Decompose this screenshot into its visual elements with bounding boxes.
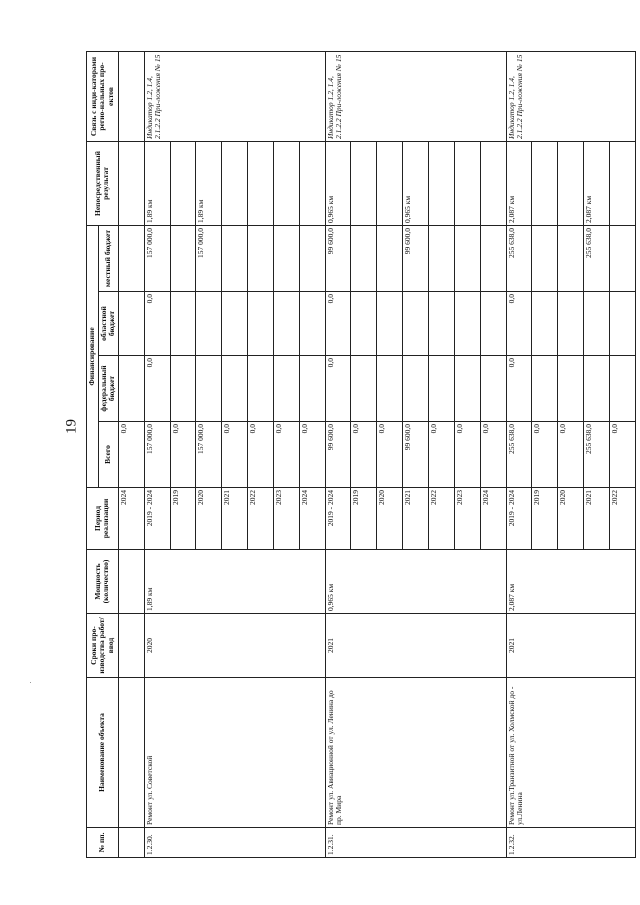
header-federal: федеральный бюджет [98,356,118,422]
cell-result: 0,965 км [325,142,351,226]
cell-result [480,142,506,226]
cell-federal: 0,0 [325,356,351,422]
cell-federal [584,356,610,422]
object-date: 2021 [325,614,506,678]
cell-regional [558,292,584,356]
object-num: 1.2.30. [144,828,325,858]
cell-result [273,142,299,226]
cell-federal [532,356,558,422]
header-dates: Сроки про-изводства работ/ ввод [87,614,119,678]
cell-regional: 0,0 [325,292,351,356]
header-num: № пп. [87,828,119,858]
object-date: 2020 [144,614,325,678]
cell-local: 99 600,0 [403,226,429,292]
cell-period: 2023 [454,488,480,550]
cell-federal [196,356,222,422]
carryover-row [118,52,144,858]
cell-regional [170,292,196,356]
cell-result: 0,965 км [403,142,429,226]
cell-period: 2024 [480,488,506,550]
cell-total: 157 000,0 [196,422,222,488]
header-financing: Финансирование [87,226,99,488]
cell-local [454,226,480,292]
cell-period: 2022 [248,488,274,550]
cell-federal [351,356,377,422]
object-name: Ремонт ул. Советской [144,678,325,828]
cell-local [558,226,584,292]
cell-total: 0,0 [454,422,480,488]
cell-period: 2021 [403,488,429,550]
cell-federal [377,356,403,422]
object-date: 2021 [506,614,635,678]
cell-local [299,226,325,292]
cell-federal [454,356,480,422]
cell-regional [299,292,325,356]
cell-total: 0,0 [273,422,299,488]
cell-local [222,226,248,292]
cell-result [299,142,325,226]
cell-total: 255 638,0 [506,422,532,488]
cell-total: 255 638,0 [584,422,610,488]
cell-period: 2022 [429,488,455,550]
cell-result [377,142,403,226]
cell-local [248,226,274,292]
cell-period: 2019 [351,488,377,550]
cell-result [532,142,558,226]
cell-period: 2023 [273,488,299,550]
header-local: местный бюджет [98,226,118,292]
cell-local [429,226,455,292]
financing-table [86,52,636,858]
cell-total: 157 000,0 [144,422,170,488]
cell-federal: 0,0 [144,356,170,422]
page-number: 19 [63,419,80,434]
cell-period: 2019 - 2024 [506,488,532,550]
cell-regional [377,292,403,356]
cell-regional [196,292,222,356]
cell-federal [273,356,299,422]
cell-regional [454,292,480,356]
cell-regional [480,292,506,356]
cell-total: 0,0 [248,422,274,488]
object-num: 1.2.32. [506,828,635,858]
cell-regional [429,292,455,356]
cell-local: 255 638,0 [506,226,532,292]
cell-period: 2019 - 2024 [325,488,351,550]
object-indicator-link: Индикатор 1.2, 1.4, 2.1.2.2 При-ложения № 15 [506,52,635,142]
cell-regional [273,292,299,356]
object-indicator-link: Индикатор 1.2, 1.4, 2.1.2.2 При-ложения № 15 [144,52,325,142]
cell-local [609,226,635,292]
cell-local [532,226,558,292]
cell-total: 99 600,0 [325,422,351,488]
cell-total: 0,0 [351,422,377,488]
header-total: Всего [98,422,118,488]
carryover-period: 2024 [118,488,144,550]
object-capacity: 2,087 км [506,550,635,614]
carryover-total: 0,0 [118,422,144,488]
cell-period: 2021 [584,488,610,550]
cell-total: 0,0 [532,422,558,488]
cell-regional [584,292,610,356]
cell-result [609,142,635,226]
cell-period: 2020 [377,488,403,550]
cell-result [222,142,248,226]
cell-federal [248,356,274,422]
cell-period: 2024 [299,488,325,550]
object-num: 1.2.31. [325,828,506,858]
cell-total: 0,0 [377,422,403,488]
object-indicator-link: Индикатор 1.2, 1.4, 2.1.2.2 При-ложения № 15 [325,52,506,142]
object-name: Ремонт ул. Авиационной от ул. Ленина до пр. Мира [325,678,506,828]
cell-result [248,142,274,226]
cell-total: 0,0 [170,422,196,488]
table-row [144,52,170,858]
cell-local [170,226,196,292]
cell-federal [403,356,429,422]
cell-regional [248,292,274,356]
cell-total: 0,0 [222,422,248,488]
cell-regional [351,292,377,356]
table-row [506,52,532,858]
table-row [325,52,351,858]
cell-result: 1,89 км [196,142,222,226]
object-capacity: 0,965 км [325,550,506,614]
cell-result [429,142,455,226]
cell-local [351,226,377,292]
cell-total: 0,0 [558,422,584,488]
cell-federal: 0,0 [506,356,532,422]
cell-result [170,142,196,226]
cell-period: 2019 [532,488,558,550]
cell-local [377,226,403,292]
header-name: Наименование объекта [87,678,119,828]
cell-total: 99 600,0 [403,422,429,488]
cell-federal [429,356,455,422]
cell-federal [299,356,325,422]
cell-regional [403,292,429,356]
header-period: Период реализации [87,488,119,550]
cell-period: 2022 [609,488,635,550]
cell-federal [170,356,196,422]
cell-federal [609,356,635,422]
header-result: Непосредственный результат [87,142,119,226]
cell-local [480,226,506,292]
cell-local: 157 000,0 [196,226,222,292]
cell-regional [222,292,248,356]
cell-result [351,142,377,226]
cell-federal [222,356,248,422]
cell-total: 0,0 [480,422,506,488]
cell-regional [532,292,558,356]
cell-federal [480,356,506,422]
cell-result [558,142,584,226]
cell-total: 0,0 [609,422,635,488]
cell-period: 2020 [196,488,222,550]
cell-regional [609,292,635,356]
object-name: Ремонт ул.Транзитной от ул. Холмской до - ул.Ленина [506,678,635,828]
cell-result [454,142,480,226]
cell-result: 2,087 км [506,142,532,226]
header-row-1 [87,52,99,858]
header-regional: областной бюджет [98,292,118,356]
cell-local: 255 638,0 [584,226,610,292]
cell-total: 0,0 [299,422,325,488]
cell-regional: 0,0 [506,292,532,356]
cell-period: 2019 [170,488,196,550]
cell-total: 0,0 [429,422,455,488]
header-link: Связь с инди-каторами регио-нальных про-ектов [87,52,119,142]
scan-speck [30,682,31,683]
cell-period: 2020 [558,488,584,550]
cell-result: 1,89 км [144,142,170,226]
cell-federal [558,356,584,422]
cell-local [273,226,299,292]
cell-local: 99 600,0 [325,226,351,292]
cell-result: 2,087 км [584,142,610,226]
cell-local: 157 000,0 [144,226,170,292]
cell-period: 2021 [222,488,248,550]
header-capacity: Мощность (количество) [87,550,119,614]
cell-period: 2019 - 2024 [144,488,170,550]
object-capacity: 1,89 км [144,550,325,614]
cell-regional: 0,0 [144,292,170,356]
